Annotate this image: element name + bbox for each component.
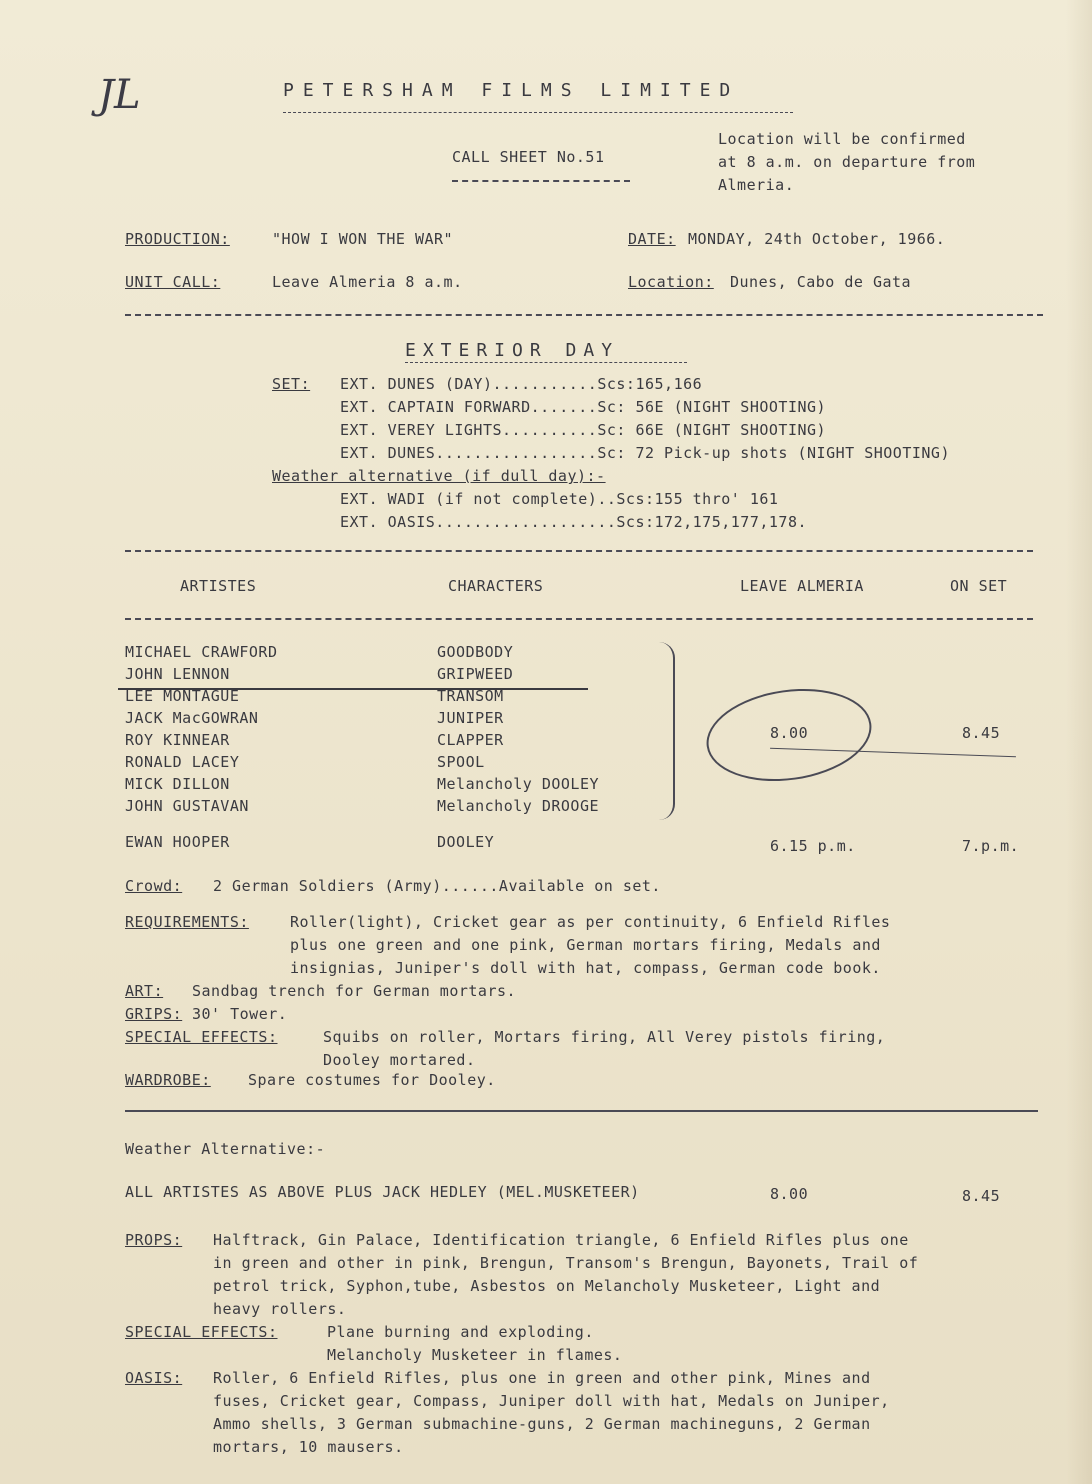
cast-character: Melancholy DOOLEY xyxy=(437,775,600,793)
cast-artist: JACK MacGOWRAN xyxy=(125,709,259,727)
cast-artist: EWAN HOOPER xyxy=(125,833,230,851)
header-characters: CHARACTERS xyxy=(448,577,544,595)
header-artistes: ARTISTES xyxy=(180,577,257,595)
props-line: in green and other in pink, Brengun, Transom's Brengun, Bayonets, Trail of xyxy=(213,1254,919,1272)
cast-artist: JOHN LENNON xyxy=(125,665,230,683)
cast-artist: RONALD LACEY xyxy=(125,753,240,771)
grips-text: 30' Tower. xyxy=(192,1005,288,1023)
cast-character: GRIPWEED xyxy=(437,665,514,683)
call-sheet-underline xyxy=(452,180,630,182)
set-label: SET: xyxy=(272,375,311,393)
set-item: EXT. DUNES (DAY)...........Scs:165,166 xyxy=(340,375,703,393)
special-effects-label: SPECIAL EFFECTS: xyxy=(125,1028,278,1046)
weather-set-item: EXT. WADI (if not complete)..Scs:155 thro' 161 xyxy=(340,490,779,508)
props-line: Halftrack, Gin Palace, Identification triangle, 6 Enfield Rifles plus one xyxy=(213,1231,909,1249)
page-fold-shadow xyxy=(1066,0,1092,1484)
cast-character: SPOOL xyxy=(437,753,485,771)
oasis-line: fuses, Cricket gear, Compass, Juniper doll with hat, Medals on Juniper, xyxy=(213,1392,890,1410)
art-text: Sandbag trench for German mortars. xyxy=(192,982,517,1000)
group-leave-time: 8.00 xyxy=(770,724,809,742)
special-effects-2-line: Plane burning and exploding. xyxy=(327,1323,594,1341)
divider xyxy=(125,314,1043,316)
divider xyxy=(125,550,1033,552)
crowd-text: 2 German Soldiers (Army)......Available on set. xyxy=(213,877,661,895)
weather-set-item: EXT. OASIS...................Scs:172,175,177,178. xyxy=(340,513,808,531)
extra-onset-time: 7.p.m. xyxy=(962,837,1020,855)
unit-call-value: Leave Almeria 8 a.m. xyxy=(272,273,463,291)
location-value: Dunes, Cabo de Gata xyxy=(730,273,912,291)
production-label: PRODUCTION: xyxy=(125,230,230,248)
divider xyxy=(125,618,1033,620)
location-note-line-3: Almeria. xyxy=(718,176,795,194)
company-underline xyxy=(283,112,793,113)
location-note-line-1: Location will be confirmed xyxy=(718,130,966,148)
grips-label: GRIPS: xyxy=(125,1005,183,1023)
props-line: heavy rollers. xyxy=(213,1300,347,1318)
cast-character: DOOLEY xyxy=(437,833,495,851)
cast-artist: JOHN GUSTAVAN xyxy=(125,797,249,815)
special-effects-2-label: SPECIAL EFFECTS: xyxy=(125,1323,278,1341)
weather-alternative-heading: Weather Alternative:- xyxy=(125,1140,326,1158)
oasis-line: mortars, 10 mausers. xyxy=(213,1438,404,1456)
requirements-line: plus one green and one pink, German mortars firing, Medals and xyxy=(290,936,881,954)
wardrobe-text: Spare costumes for Dooley. xyxy=(248,1071,496,1089)
date-value: MONDAY, 24th October, 1966. xyxy=(688,230,946,248)
cast-character: JUNIPER xyxy=(437,709,504,727)
location-label: Location: xyxy=(628,273,714,291)
call-sheet-number: CALL SHEET No.51 xyxy=(452,148,605,166)
weather-onset-time: 8.45 xyxy=(962,1187,1001,1205)
day-title: EXTERIOR DAY xyxy=(405,340,620,361)
unit-call-label: UNIT CALL: xyxy=(125,273,221,291)
cast-character: CLAPPER xyxy=(437,731,504,749)
special-effects-line: Squibs on roller, Mortars firing, All Verey pistols firing, xyxy=(323,1028,886,1046)
set-item: EXT. CAPTAIN FORWARD.......Sc: 56E (NIGHT SHOOTING) xyxy=(340,398,827,416)
header-leave-almeria: LEAVE ALMERIA xyxy=(740,577,864,595)
set-item: EXT. VEREY LIGHTS..........Sc: 66E (NIGHT SHOOTING) xyxy=(340,421,827,439)
special-effects-2-line: Melancholy Musketeer in flames. xyxy=(327,1346,623,1364)
cast-group-brace xyxy=(655,642,675,820)
props-label: PROPS: xyxy=(125,1231,183,1249)
strikethrough-line xyxy=(118,688,588,690)
cast-character: GOODBODY xyxy=(437,643,514,661)
weather-alternative-label: Weather alternative (if dull day):- xyxy=(272,467,606,485)
divider xyxy=(125,1110,1038,1112)
cast-artist: ROY KINNEAR xyxy=(125,731,230,749)
location-note-line-2: at 8 a.m. on departure from xyxy=(718,153,976,171)
wardrobe-label: WARDROBE: xyxy=(125,1071,211,1089)
company-name: PETERSHAM FILMS LIMITED xyxy=(283,80,740,101)
group-onset-time: 8.45 xyxy=(962,724,1001,742)
cast-artist: MICK DILLON xyxy=(125,775,230,793)
production-value: "HOW I WON THE WAR" xyxy=(272,230,454,248)
oasis-line: Roller, 6 Enfield Rifles, plus one in green and other pink, Mines and xyxy=(213,1369,871,1387)
props-line: petrol trick, Syphon,tube, Asbestos on Melancholy Musketeer, Light and xyxy=(213,1277,881,1295)
special-effects-line: Dooley mortared. xyxy=(323,1051,476,1069)
cast-character: Melancholy DROOGE xyxy=(437,797,600,815)
oasis-line: Ammo shells, 3 German submachine-guns, 2 German machineguns, 2 German xyxy=(213,1415,871,1433)
art-label: ART: xyxy=(125,982,164,1000)
header-on-set: ON SET xyxy=(950,577,1008,595)
extra-leave-time: 6.15 p.m. xyxy=(770,837,856,855)
requirements-line: insignias, Juniper's doll with hat, compass, German code book. xyxy=(290,959,881,977)
day-title-underline xyxy=(405,362,687,363)
cast-character: TRANSOM xyxy=(437,687,504,705)
requirements-line: Roller(light), Cricket gear as per continuity, 6 Enfield Rifles xyxy=(290,913,891,931)
requirements-label: REQUIREMENTS: xyxy=(125,913,249,931)
cast-artist: LEE MONTAGUE xyxy=(125,687,240,705)
handwritten-initials: JL xyxy=(98,72,141,118)
set-item: EXT. DUNES.................Sc: 72 Pick-up shots (NIGHT SHOOTING) xyxy=(340,444,950,462)
date-label: DATE: xyxy=(628,230,676,248)
weather-leave-time: 8.00 xyxy=(770,1185,809,1203)
crowd-label: Crowd: xyxy=(125,877,183,895)
oasis-label: OASIS: xyxy=(125,1369,183,1387)
cast-artist: MICHAEL CRAWFORD xyxy=(125,643,278,661)
weather-cast-line: ALL ARTISTES AS ABOVE PLUS JACK HEDLEY (MEL.MUSKETEER) xyxy=(125,1183,640,1201)
